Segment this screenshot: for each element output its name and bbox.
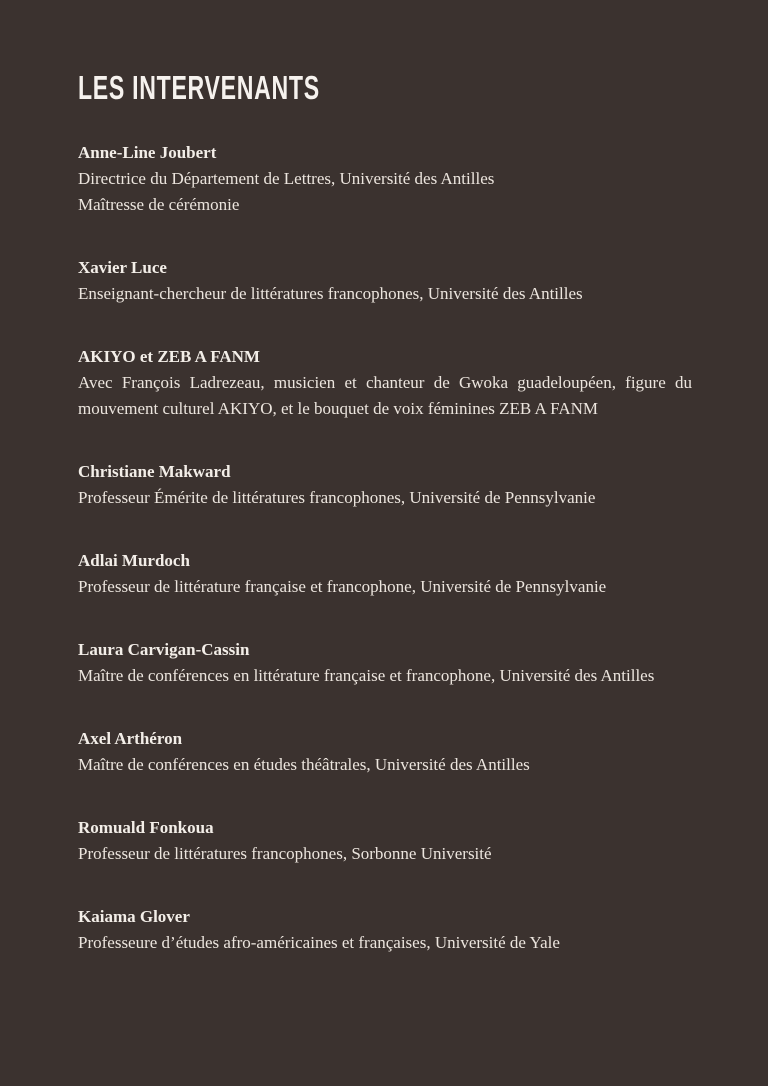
speaker-role: Enseignant-chercheur de littératures francophones, Université des Antilles	[78, 284, 583, 303]
speaker-entry	[78, 637, 692, 689]
speaker-role: Maîtresse de cérémonie	[78, 195, 240, 214]
speaker-name: Christiane Makward	[78, 462, 231, 481]
speaker-entry	[78, 255, 692, 307]
speaker-role: Professeur de littératures francophones, Sorbonne Université	[78, 844, 492, 863]
speaker-role: Professeure d’études afro-américaines et françaises, Université de Yale	[78, 933, 560, 952]
speaker-role: Avec François Ladrezeau, musicien et chanteur de Gwoka guadeloupéen, figure du mouvement culturel AKIYO, et le bouquet de voix féminines ZEB A FANM	[78, 373, 692, 418]
speaker-role: Directrice du Département de Lettres, Université des Antilles	[78, 169, 495, 188]
speaker-entry	[78, 904, 692, 956]
speaker-role: Professeur de littérature française et francophone, Université de Pennsylvanie	[78, 577, 607, 596]
speaker-entry	[78, 815, 692, 867]
speaker-name: Anne-Line Joubert	[78, 143, 217, 162]
speaker-name: Xavier Luce	[78, 258, 167, 277]
speaker-entry	[78, 726, 692, 778]
speaker-name: Adlai Murdoch	[78, 551, 190, 570]
speaker-name: Kaiama Glover	[78, 907, 190, 926]
speaker-name: Romuald Fonkoua	[78, 818, 214, 837]
speaker-role: Maître de conférences en littérature française et francophone, Université des Antilles	[78, 666, 655, 685]
speakers-list	[78, 140, 692, 956]
speaker-role: Maître de conférences en études théâtrales, Université des Antilles	[78, 755, 530, 774]
speaker-name: Axel Arthéron	[78, 729, 183, 748]
page-title: LES INTERVENANTS	[78, 69, 320, 106]
speaker-name: AKIYO et ZEB A FANM	[78, 347, 260, 366]
speaker-entry	[78, 344, 692, 422]
speaker-entry	[78, 459, 692, 511]
speaker-entry	[78, 140, 692, 218]
speaker-name: Laura Carvigan-Cassin	[78, 640, 250, 659]
speaker-role: Professeur Émérite de littératures francophones, Université de Pennsylvanie	[78, 488, 596, 507]
speaker-entry	[78, 548, 692, 600]
